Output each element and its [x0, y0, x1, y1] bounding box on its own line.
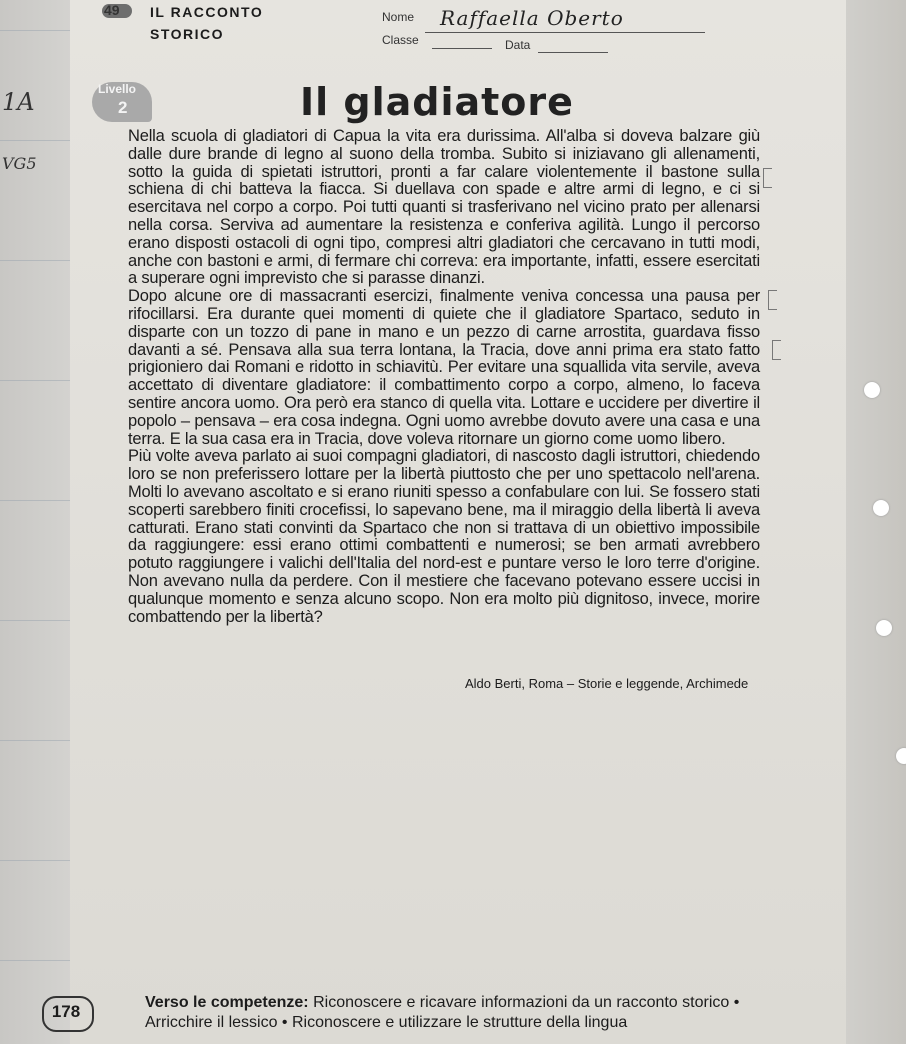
next-page-edge [846, 0, 906, 1044]
paragraph-2: Dopo alcune ore di massacranti esercizi, finalmente veniva concessa una pausa per rifocillarsi. Era durante quei momenti di quiete che il gladiatore Spartaco, seduto in disparte con un tozzo di pane in mano e un pezzo di carne arrostita, guardava fisso davanti a sé. Pensava alla sua terra lontana, la Tracia, dove anni prima era stato fatto prigioniero dai Romani e ridotto in schiavitù. Per evitare una squallida vita servile, aveva accettato di diventare gladiatore: il combattimento corpo a corpo, almeno, lo faceva sentire ancora uomo. Ora però era stanco di quella vita. Lottare e uccidere per divertire il popolo – pensava – era cosa indegna. Ogni uomo avrebbe dovuto avere una casa e una terra. E la sua casa era in Tracia, dove voleva ritornare un giorno come uomo libero. [128, 287, 760, 448]
line-marker [768, 290, 777, 310]
line-marker [772, 340, 781, 360]
class-line [432, 48, 492, 49]
page-title: Il gladiatore [300, 80, 574, 124]
competence-label: Verso le competenze: [145, 994, 309, 1011]
name-label: Nome [382, 10, 415, 24]
binder-hole [876, 620, 892, 636]
binder-hole [896, 748, 906, 764]
source-citation: Aldo Berti, Roma – Storie e leggende, Archimede [465, 676, 749, 691]
competence-text: Riconoscere e ricavare informazioni da un racconto storico • [313, 994, 740, 1011]
margin-note-1: 1A [2, 88, 35, 116]
binder-hole [864, 382, 880, 398]
name-handwriting: Raffaella Oberto [440, 6, 624, 30]
section-title [150, 4, 263, 42]
level-number: 2 [118, 98, 128, 117]
sticker-number: 49 [104, 2, 120, 18]
date-line [538, 52, 608, 53]
binder-hole [873, 500, 889, 516]
name-line [425, 32, 705, 33]
date-label: Data [505, 38, 531, 52]
paragraph-3: Più volte aveva parlato ai suoi compagni gladiatori, di nascosto dagli istruttori, chiedendo loro se non preferissero lottare per la libertà piuttosto che per uno spettacolo nell'arena. Molti lo avevano ascoltato e si erano riuniti spesso a confabulare con lui. Se fossero stati scoperti sarebbero finiti crocefissi, lo sapevano bene, ma il miraggio della libertà li aveva catturati. Erano stati convinti da Spartaco che non si trattava di un obiettivo impossibile da raggiungere: essi erano ottimi combattenti e numerosi; se ben armati avrebbero potuto raggiungere i valichi dell'Italia del nord-est e puntare verso le loro terre d'origine. Non avevano nulla da perdere. Con il mestiere che facevano potevano essere uccisi in qualunque momento e senza alcuno scopo. Non era molto più dignitoso, invece, morire combattendo per la libertà? [128, 447, 760, 626]
section-title-line-1: IL RACCONTO [150, 4, 264, 20]
section-title-line-2: STORICO [150, 26, 225, 42]
page-number: 178 [51, 1002, 81, 1021]
class-label: Classe [382, 33, 419, 47]
line-marker [763, 168, 772, 188]
paragraph-1: Nella scuola di gladiatori di Capua la vita era durissima. All'alba si doveva balzare giù dalle dure brande di legno al suono della tromba. Subito si iniziavano gli allenamenti, sotto la guida di spietati istruttori, pronti a far calare violentemente il bastone sulla schiena di chi batteva la fiacca. Si duellava con spade e altre armi di legno, e ci si esercitava nel corpo a corpo. Poi tutti quanti si trasferivano nel vicino prato per allenarsi nella corsa. Serviva ad aumentare la resistenza e conferiva agilità. Lungo il percorso erano disposti ostacoli di ogni tipo, compresi altri gladiatori che cercavano in tutti modi, anche con bastoni e armi, di fermare chi correva: era importante, infatti, essere esercitati a superare ogni imprevisto che si parasse dinanzi. [128, 127, 760, 288]
story-text [128, 128, 760, 626]
competence-line [145, 994, 739, 1012]
margin-note-2: VG5 [2, 154, 37, 173]
competence-line-2: Arricchire il lessico • Riconoscere e utilizzare le strutture della lingua [145, 1014, 628, 1031]
level-label: Livello [98, 82, 137, 96]
